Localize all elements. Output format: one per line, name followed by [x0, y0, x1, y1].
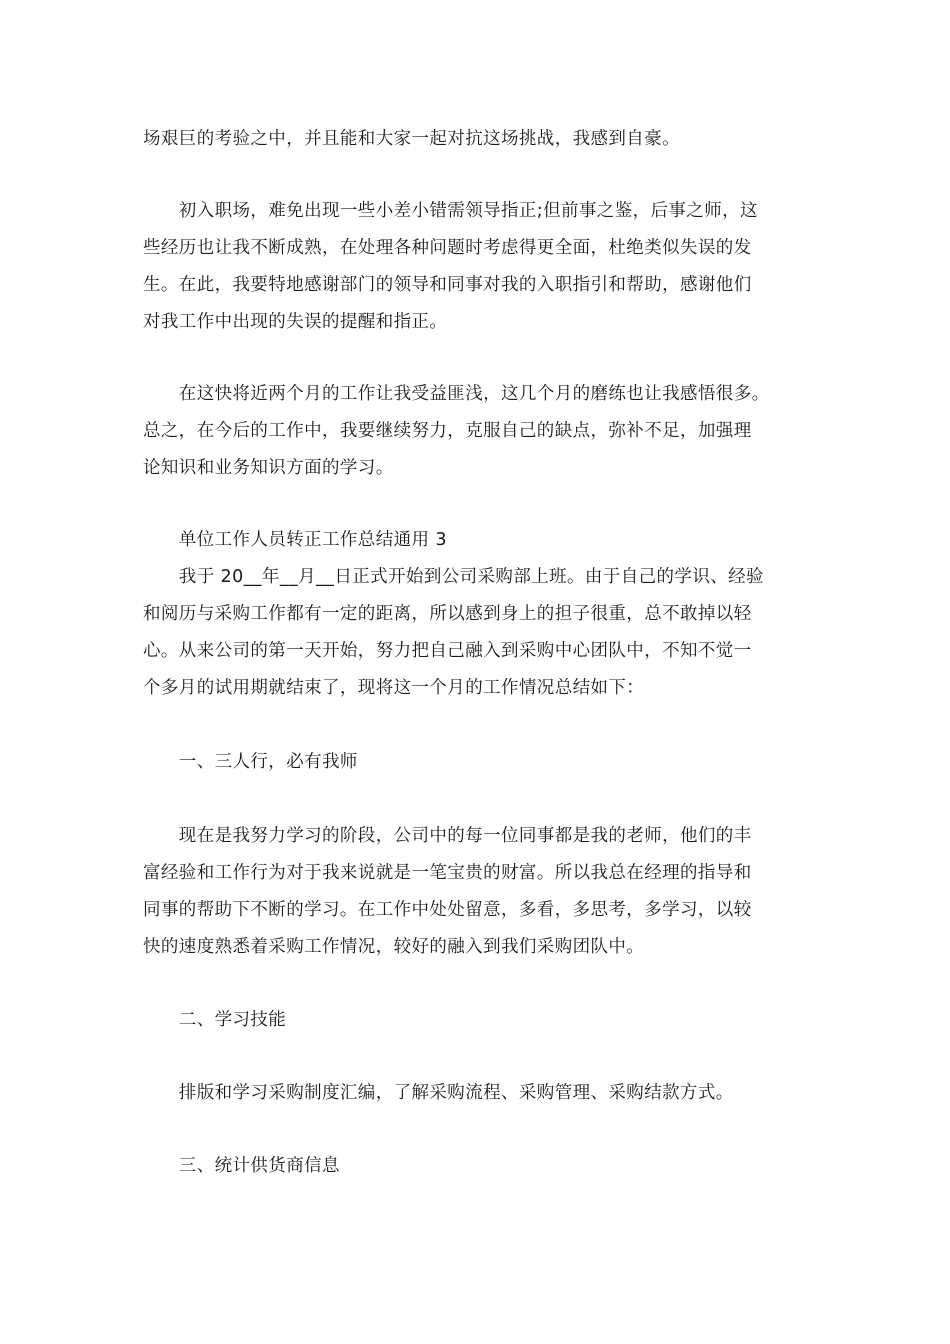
- text-line: 现在是我努力学习的阶段，公司中的每一位同事都是我的老师，他们的丰: [143, 826, 752, 846]
- text-line: 快的速度熟悉着采购工作情况，较好的融入到我们采购团队中。: [143, 937, 645, 957]
- text-line: 生。在此，我要特地感谢部门的领导和同事对我的入职指引和帮助，感谢他们: [143, 275, 752, 295]
- text-line: 些经历也让我不断成熟，在处理各种问题时考虑得更全面，杜绝类似失误的发: [143, 238, 752, 258]
- text-line: 个多月的试用期就结束了，现将这一个月的工作情况总结如下：: [143, 678, 645, 698]
- text-line: 初入职场，难免出现一些小差小错需领导指正;但前事之鉴，后事之师，这: [143, 201, 758, 221]
- text-line: 场艰巨的考验之中，并且能和大家一起对抗这场挑战，我感到自豪。: [143, 129, 680, 149]
- text-line: 富经验和工作行为对于我来说就是一笔宝贵的财富。所以我总在经理的指导和: [143, 863, 752, 883]
- text-line: 排版和学习采购制度汇编，了解采购流程、采购管理、采购结款方式。: [143, 1083, 734, 1103]
- text-line: 论知识和业务知识方面的学习。: [143, 458, 394, 478]
- subheading: 一、三人行，必有我师: [143, 752, 358, 772]
- subheading: 三、统计供货商信息: [143, 1156, 340, 1176]
- text-line: 和阅历与采购工作都有一定的距离，所以感到身上的担子很重，总不敢掉以轻: [143, 604, 752, 624]
- text-line: 同事的帮助下不断的学习。在工作中处处留意，多看，多思考，多学习，以较: [143, 900, 752, 920]
- section-heading: 单位工作人员转正工作总结通用 3: [143, 530, 447, 550]
- text-line: 总之，在今后的工作中，我要继续努力，克服自己的缺点，弥补不足，加强理: [143, 421, 752, 441]
- text-line: 在这快将近两个月的工作让我受益匪浅，这几个月的磨练也让我感悟很多。: [143, 384, 770, 404]
- text-line: 对我工作中出现的失误的提醒和指正。: [143, 312, 448, 332]
- text-line: 心。从来公司的第一天开始，努力把自己融入到采购中心团队中，不知不觉一: [143, 641, 752, 661]
- subheading: 二、学习技能: [143, 1010, 287, 1030]
- text-line: 我于 20__年__月__日正式开始到公司采购部上班。由于自己的学识、经验: [143, 567, 764, 587]
